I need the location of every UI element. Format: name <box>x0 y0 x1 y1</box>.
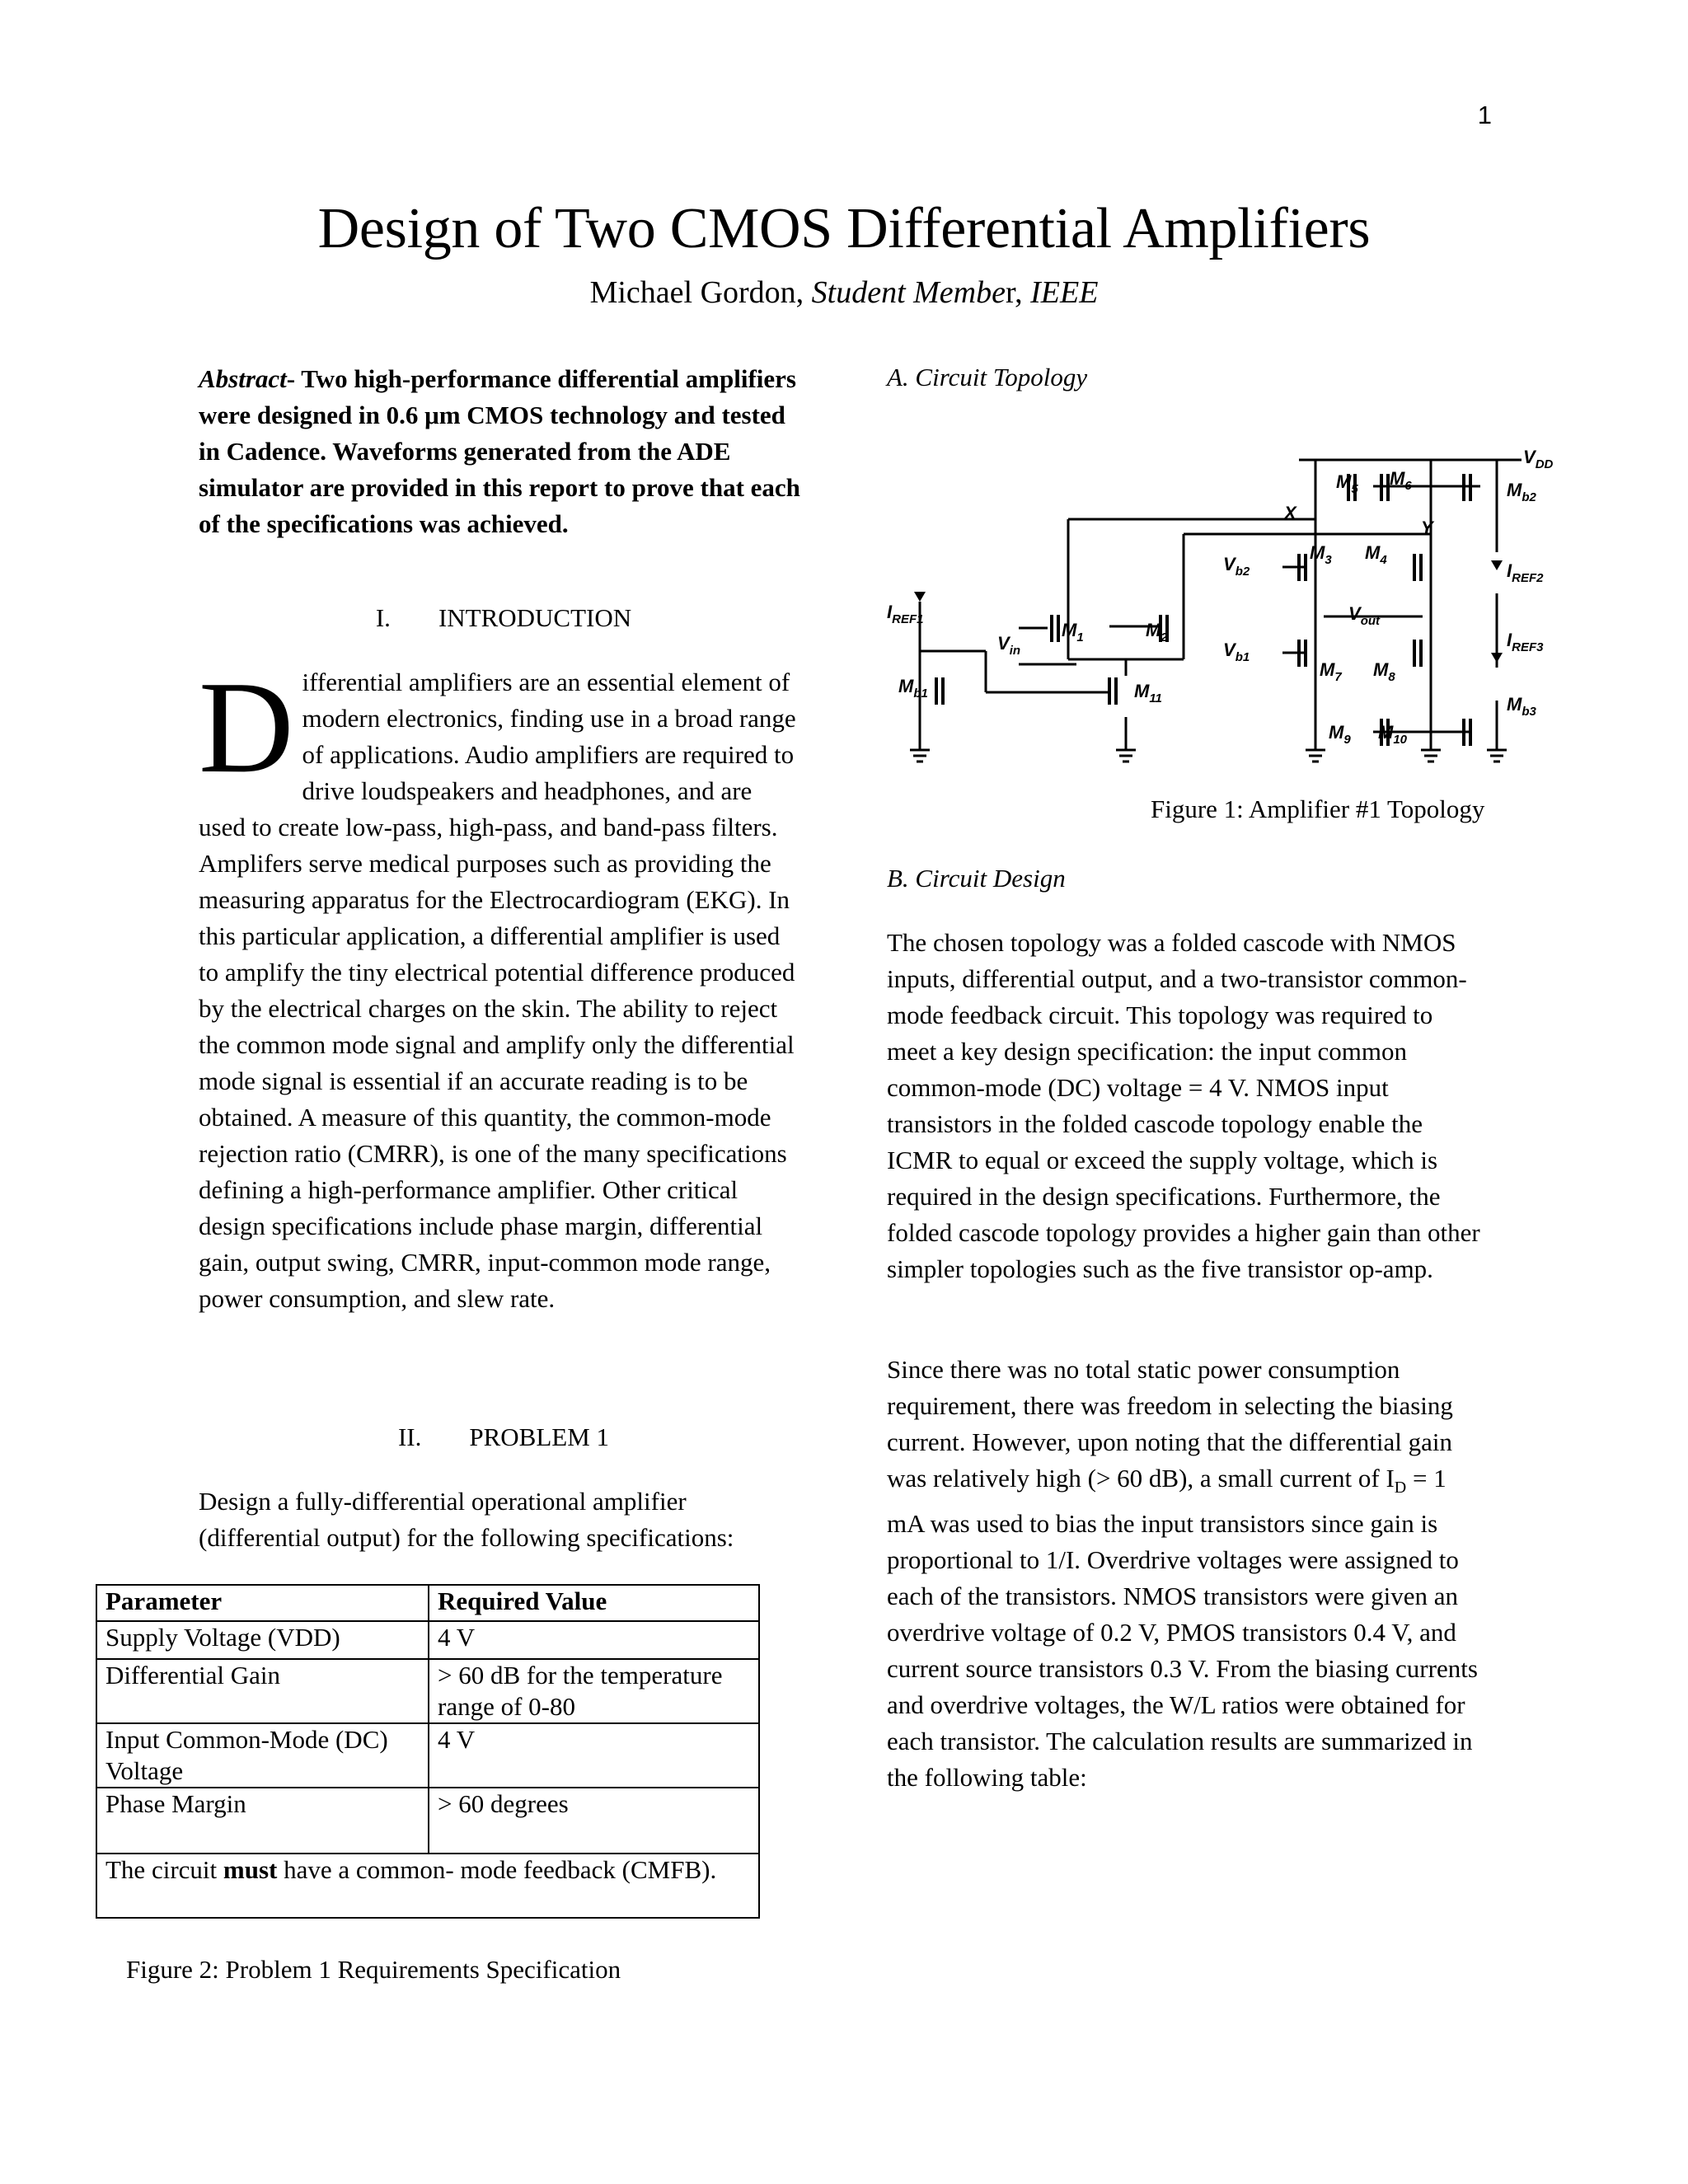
subsection-b-heading: B. Circuit Design <box>887 864 1066 893</box>
figure-2-caption: Figure 2: Problem 1 Requirements Specification <box>126 1955 621 1984</box>
note-post: have a common- mode feedback (CMFB). <box>277 1855 717 1884</box>
section-heading-problem-1 <box>199 1419 809 1455</box>
label-iref2: $I_{REF2}$ <box>1507 560 1544 585</box>
label-vout: $V_{out}$ <box>1348 603 1381 628</box>
table-cell: 4 V <box>429 1723 759 1788</box>
paper-title: Design of Two CMOS Differential Amplifiers <box>317 197 1371 260</box>
label-mb1: $M_{b1}$ <box>898 676 928 701</box>
section-title: PROBLEM 1 <box>469 1422 610 1451</box>
design-paragraph-2-post: = 1 mA was used to bias the input transistors since gain is proportional to 1/I. Overdrive voltages were assigned to each of the transistors. NMOS transistors were given an overdrive voltage of 0.2 V, PMOS transistors 0.4 V, and current source transistors 0.3 V. From the biasing currents and overdrive voltages, the W/L ratios were obtained for each transistor. The calculation results are summarized in the following table: <box>887 1464 1478 1793</box>
label-m4: $M_4$ <box>1365 542 1387 567</box>
label-m9: $M_9$ <box>1329 722 1351 747</box>
label-vb1: $V_{b1}$ <box>1223 640 1250 664</box>
introduction-body <box>199 654 800 1317</box>
table-cell: Input Common-Mode (DC) Voltage <box>96 1723 429 1788</box>
table-cell: > 60 degrees <box>429 1788 759 1854</box>
table-row <box>96 1621 759 1659</box>
abstract <box>199 361 809 542</box>
transistor-symbols <box>936 474 1470 746</box>
schematic-labels <box>887 447 1554 747</box>
label-y: Y <box>1421 518 1433 538</box>
table-cell: Differential Gain <box>96 1659 429 1723</box>
design-paragraph-2-pre: Since there was no total static power consumption requirement, there was freedom in selecting the biasing current. However, upon noting that the differential gain was relatively high (> 60 dB), a small current of I <box>887 1355 1453 1493</box>
label-vdd: $V_{DD}$ <box>1523 447 1554 471</box>
label-m10: $M_{10}$ <box>1378 722 1408 747</box>
table-cell: 4 V <box>429 1621 759 1659</box>
label-vin: $V_{in}$ <box>997 633 1021 658</box>
label-mb2: $M_{b2}$ <box>1507 480 1536 504</box>
label-m7: $M_7$ <box>1320 659 1342 684</box>
design-paragraph-2 <box>887 1352 1480 1796</box>
label-vb2: $V_{b2}$ <box>1223 554 1250 579</box>
label-mb3: $M_{b3}$ <box>1507 694 1536 719</box>
label-m1: $M_1$ <box>1062 620 1084 644</box>
spec-table <box>96 1584 760 1919</box>
figure-1-caption: Figure 1: Amplifier #1 Topology <box>1151 794 1485 823</box>
label-m3: $M_3$ <box>1310 542 1332 567</box>
label-x: X <box>1284 503 1296 523</box>
drop-cap: D <box>199 654 294 800</box>
table-note <box>96 1854 759 1918</box>
section-number: I. <box>375 603 391 632</box>
section-number: II. <box>397 1422 422 1451</box>
label-m2: $M_2$ <box>1146 620 1168 644</box>
author-org: IEEE <box>1030 275 1099 310</box>
table-cell: Phase Margin <box>96 1788 429 1854</box>
schematic-wires <box>920 460 1522 750</box>
table-header-cell: Parameter <box>96 1585 429 1621</box>
author-role: Student Membe <box>811 275 1006 310</box>
table-row <box>96 1723 759 1788</box>
author-name: Michael Gordon, <box>589 275 804 310</box>
label-m8: $M_8$ <box>1373 659 1395 684</box>
design-paragraph-2-sub: D <box>1394 1479 1407 1497</box>
problem-1-body: Design a fully-differential operational amplifier (differential output) for the following specifications: <box>199 1487 734 1552</box>
abstract-text: - Two high-performance differential amplifiers were designed in 0.6 μm CMOS technology and tested in Cadence. Waveforms generated from the ADE simulator are provided in this report to prove that each of the specifications was achieved. <box>199 364 800 538</box>
table-cell: Supply Voltage (VDD) <box>96 1621 429 1659</box>
page-number: 1 <box>1477 101 1492 129</box>
label-iref3: $I_{REF3}$ <box>1507 630 1544 654</box>
design-paragraph-1: The chosen topology was a folded cascode with NMOS inputs, differential output, and a two-transistor common-mode feedback circuit. This topology was required to meet a key design specification: the input common common-mode (DC) voltage = 4 V. NMOS input transistors in the folded cascode topology enable the ICMR to equal or exceed the supply voltage, which is required in the design specifications. Furthermore, the folded cascode topology provides a higher gain than other simpler topologies such as the five transistor op-amp. <box>887 928 1480 1283</box>
introduction-text: ifferential amplifiers are an essential element of modern electronics, finding use in a broad range of applications. Audio amplifiers are required to drive loudspeakers and headphones, and are used to create low-pass, high-pass, and band-pass filters. Amplifers serve medical purposes such as providing the measuring apparatus for the Electrocardiogram (EKG). In this particular application, a differential amplifier is used to amplify the tiny electrical potential difference produced by the electrical charges on the skin. The ability to reject the common mode signal and amplify only the differential mode signal is essential if an accurate reading is to be obtained. A measure of this quantity, the common-mode rejection ratio (CMRR), is one of the many specifications defining a high-performance amplifier. Other critical design specifications include phase margin, differential gain, output swing, CMRR, input-common mode range, power consumption, and slew rate. <box>199 668 796 1313</box>
note-pre: The circuit <box>106 1855 223 1884</box>
amplifier-schematic <box>887 437 1554 775</box>
section-title: INTRODUCTION <box>438 603 632 632</box>
ground-symbols <box>910 750 1507 762</box>
author-line <box>0 274 1688 311</box>
label-iref1: $I_{REF1}$ <box>887 602 924 626</box>
section-heading-introduction <box>199 600 809 636</box>
table-cell: > 60 dB for the temperature range of 0-80 <box>429 1659 759 1723</box>
subsection-a-heading: A. Circuit Topology <box>887 363 1088 391</box>
table-header-row <box>96 1585 759 1621</box>
table-note-row <box>96 1854 759 1918</box>
note-bold: must <box>223 1855 278 1884</box>
label-m6: $M_6$ <box>1390 468 1412 493</box>
author-role-tail: r, <box>1005 275 1023 310</box>
label-m11: $M_{11}$ <box>1134 681 1162 705</box>
table-row <box>96 1788 759 1854</box>
table-row <box>96 1659 759 1723</box>
label-m5: $M_5$ <box>1336 471 1358 496</box>
table-header-cell: Required Value <box>429 1585 759 1621</box>
abstract-label: Abstract <box>199 364 287 393</box>
